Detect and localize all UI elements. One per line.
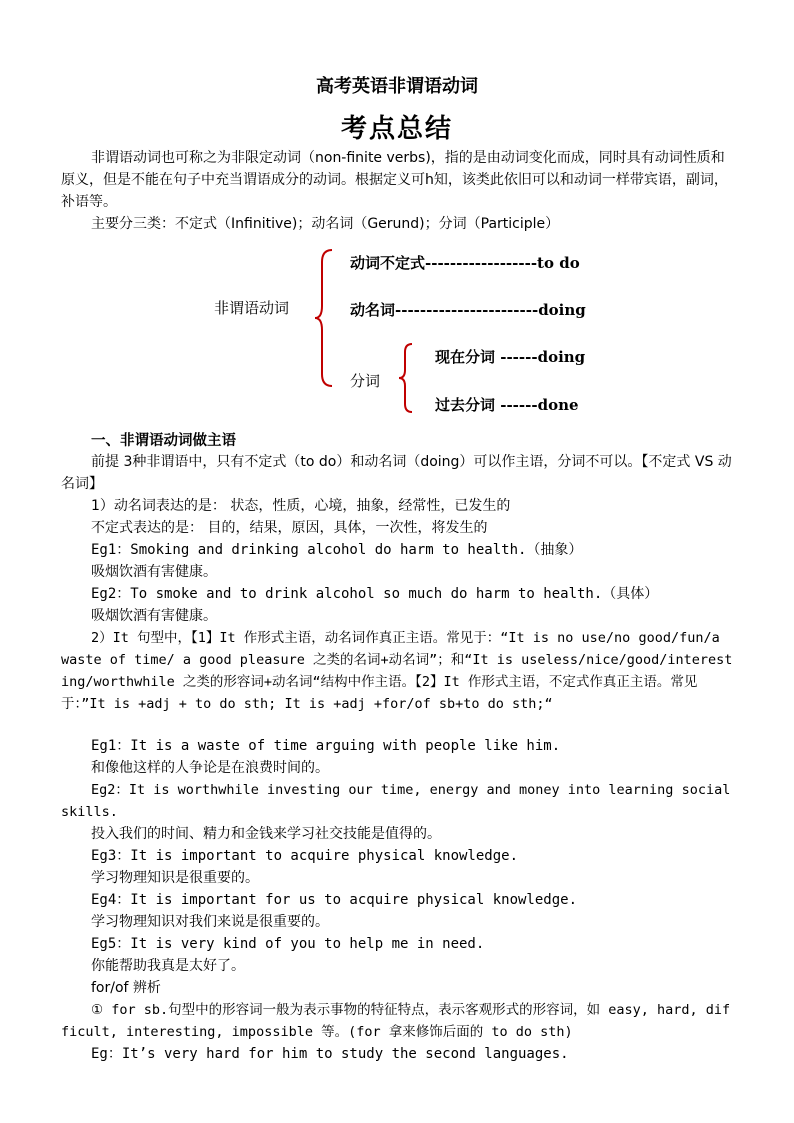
example-line: Eg3：It is important to acquire physical knowledge. xyxy=(91,848,519,864)
rule-paragraph: ① for sb.句型中的形容词一般为表示事物的特征特点，表示客观形式的形容词，如 easy, hard, difficult, interesting, impossible 等。(for 拿来修饰后面的 to do sth) xyxy=(61,1002,731,1040)
translation-line: 学习物理知识对我们来说是很重要的。 xyxy=(91,914,329,930)
example-line: Eg2：To smoke and to drink alcohol so much do harm to health.（具体） xyxy=(91,586,659,602)
translation-line: 和像他这样的人争论是在浪费时间的。 xyxy=(91,760,329,776)
diagram-branch-infinitive: 动词不定式------------------to do xyxy=(350,254,580,272)
example-line: Eg1：Smoking and drinking alcohol do harm to health.（抽象） xyxy=(91,542,583,558)
translation-line: 吸烟饮酒有害健康。 xyxy=(91,608,217,624)
diagram-branch-participle: 分词 xyxy=(350,372,381,390)
example-line: Eg5：It is very kind of you to help me in need. xyxy=(91,936,485,952)
translation-line: 学习物理知识是很重要的。 xyxy=(91,870,259,886)
diagram-branch-gerund: 动名词-----------------------doing xyxy=(350,301,586,319)
example-line: Eg1：It is a waste of time arguing with people like him. xyxy=(91,738,561,754)
diagram-root: 非谓语动词 xyxy=(214,299,290,317)
translation-line: 你能帮助我真是太好了。 xyxy=(91,958,245,974)
text-line: 不定式表达的是： 目的，结果，原因，具体，一次性，将发生的 xyxy=(91,520,488,536)
section-paragraph-premise: 前提 3种非谓语中，只有不定式（to do）和动名词（doing）可以作主语，分词不可以。【不定式 VS 动名词】 xyxy=(61,454,732,492)
translation-line: 投入我们的时间、精力和金钱来学习社交技能是值得的。 xyxy=(91,826,441,842)
translation-line: 吸烟饮酒有害健康。 xyxy=(91,564,217,580)
main-brace-icon xyxy=(314,248,334,388)
document-subtitle: 考点总结 xyxy=(340,114,453,144)
example-line: Eg：It’s very hard for him to study the second languages. xyxy=(91,1046,569,1062)
example-paragraph: Eg2：It is worthwhile investing our time, energy and money into learning social skills. xyxy=(61,782,731,820)
diagram-past-participle: 过去分词 ------done xyxy=(435,396,579,414)
document-title: 高考英语非谓语动词 xyxy=(316,76,478,97)
example-line: Eg4：It is important for us to acquire physical knowledge. xyxy=(91,892,578,908)
subheading-line: for/of 辨析 xyxy=(91,980,161,996)
sub-brace-icon xyxy=(398,342,414,414)
section-heading: 一、非谓语动词做主语 xyxy=(91,433,236,449)
intro-categories: 主要分三类：不定式（Infinitive)；动名词（Gerund)；分词（Participle） xyxy=(91,216,560,232)
section-paragraph-it-pattern: 2）It 句型中，【1】It 作形式主语，动名词作真正主语。常见于：“It is no use/no good/fun/a waste of time/ a good pleasure 之类的名词+动名词”；和“It is useless/nice/good/interesting/worthwhile 之类的形容词+动名词“结构中作主语。【2】It 作形式主语，不定式作真正主语。常见于：”It is +adj + to do sth; It is +adj +for/of sb+to do sth;“ xyxy=(61,630,733,712)
intro-paragraph: 非谓语动词也可称之为非限定动词（non-finite verbs)，指的是由动词变化而成，同时具有动词性质和原义，但是不能在句子中充当谓语成分的动词。根据定义可h知，该类此依旧可以和动词一样带宾语，副词，补语等。 xyxy=(61,150,728,210)
diagram-present-participle: 现在分词 ------doing xyxy=(435,348,586,366)
text-line: 1）动名词表达的是： 状态，性质，心境，抽象，经常性，已发生的 xyxy=(91,498,511,514)
